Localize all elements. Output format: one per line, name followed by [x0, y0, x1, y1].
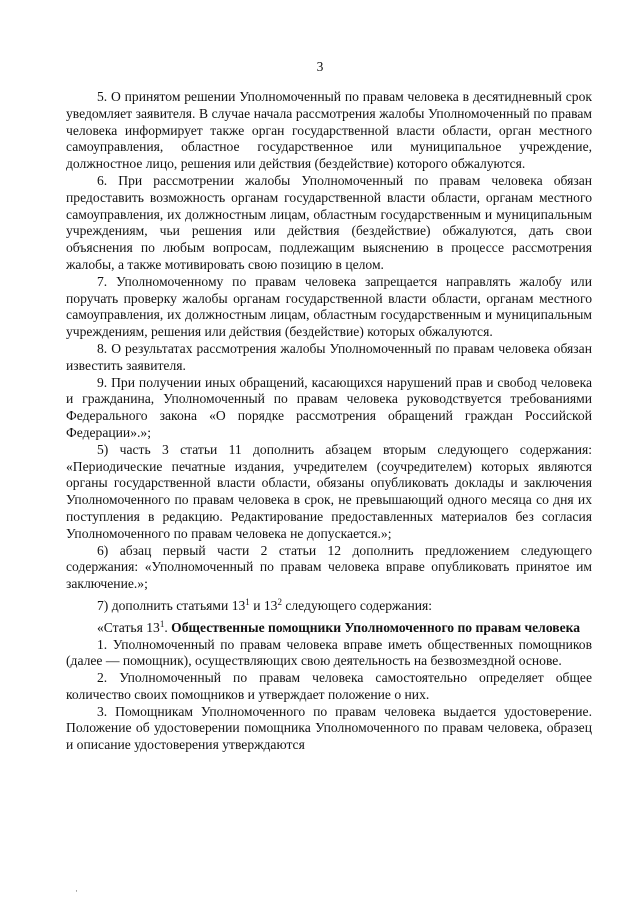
page-number: 3	[316, 59, 324, 74]
article-superscript: 1	[159, 618, 165, 629]
article-heading	[66, 620, 592, 637]
superscript-2: 2	[277, 596, 282, 607]
article-item-1: 1. Уполномоченный по правам человека вправе иметь общественных помощников (далее — помощник), осуществляющих свою деятельность на безвозмездной основе.	[66, 636, 592, 669]
article-title: Общественные помощники Уполномоченного по правам человека	[171, 619, 581, 635]
paragraph-item-9: 9. При получении иных обращений, касающихся нарушений прав и свобод человека и гражданина, Уполномоченный по правам человека руководствуется требованиями Федерального закона «О порядке рассмотрения обращений граждан Российской Федерации».»;	[66, 374, 592, 440]
amendment-7-text-b: и 13	[249, 597, 278, 613]
amendment-7-text-a: 7) дополнить статьями 13	[97, 597, 246, 613]
paragraph-amendment-7	[66, 598, 592, 615]
document-body	[66, 89, 592, 754]
article-prefix: «Статья 13	[97, 619, 160, 635]
article-item-2: 2. Уполномоченный по правам человека самостоятельно определяет общее количество своих помощников и утверждает положение о них.	[66, 670, 592, 702]
paragraph-item-7: 7. Уполномоченному по правам человека запрещается направлять жалобу или поручать проверку жалобы органам государственной власти области, органам местного самоуправления, их должностным лицам, областным государственным и муниципальным учреждениям, решения или действия (бездействие) которых обжалуются.	[66, 273, 592, 340]
superscript-1: 1	[245, 596, 250, 607]
scan-mark: ·	[75, 886, 78, 896]
paragraph-amendment-6: 6) абзац первый части 2 статьи 12 дополнить предложением следующего содержания: «Уполномоченный по правам человека вправе опубликовать принятое им заключение.»;	[66, 542, 592, 592]
paragraph-item-8: 8. О результатах рассмотрения жалобы Уполномоченный по правам человека обязан известить заявителя.	[66, 340, 592, 373]
amendment-7-text-c: следующего содержания:	[281, 597, 433, 613]
paragraph-amendment-5: 5) часть 3 статьи 11 дополнить абзацем вторым следующего содержания: «Периодические печатные издания, учредителем (соучредителем) которых являются органы государственной власти области, обязаны опубликовать доклады и заключения Уполномоченного по правам человека в срок, не превышающий одного месяца со дня их поступления в редакцию. Редактирование предоставленных материалов без согласия Уполномоченного по правам человека не допускается.»;	[66, 441, 592, 541]
paragraph-item-5: 5. О принятом решении Уполномоченный по правам человека в десятидневный срок уведомляет заявителя. В случае начала рассмотрения жалобы Уполномоченный по правам человека информирует также орган государственной власти области, орган местного самоуправления, областное государственное или муниципальное учреждение, должностное лицо, решения или действия (бездействие) которого обжалуются.	[66, 89, 592, 172]
article-item-3: 3. Помощникам Уполномоченного по правам человека выдается удостоверение. Положение об удостоверении помощника Уполномоченного по правам человека, образец и описание удостоверения утверждаются	[66, 703, 592, 753]
paragraph-item-6: 6. При рассмотрении жалобы Уполномоченный по правам человека обязан предоставить возможность органам государственной власти области, органам местного самоуправления, их должностным лицам, областным государственным и муниципальным учреждениям, чьи решения или действия (бездействие) обжалуются, дать свои объяснения по любым вопросам, подлежащим выяснению в процессе рассмотрения жалобы, а также мотивировать свою позицию в целом.	[66, 172, 592, 272]
article-dot: .	[164, 619, 172, 635]
